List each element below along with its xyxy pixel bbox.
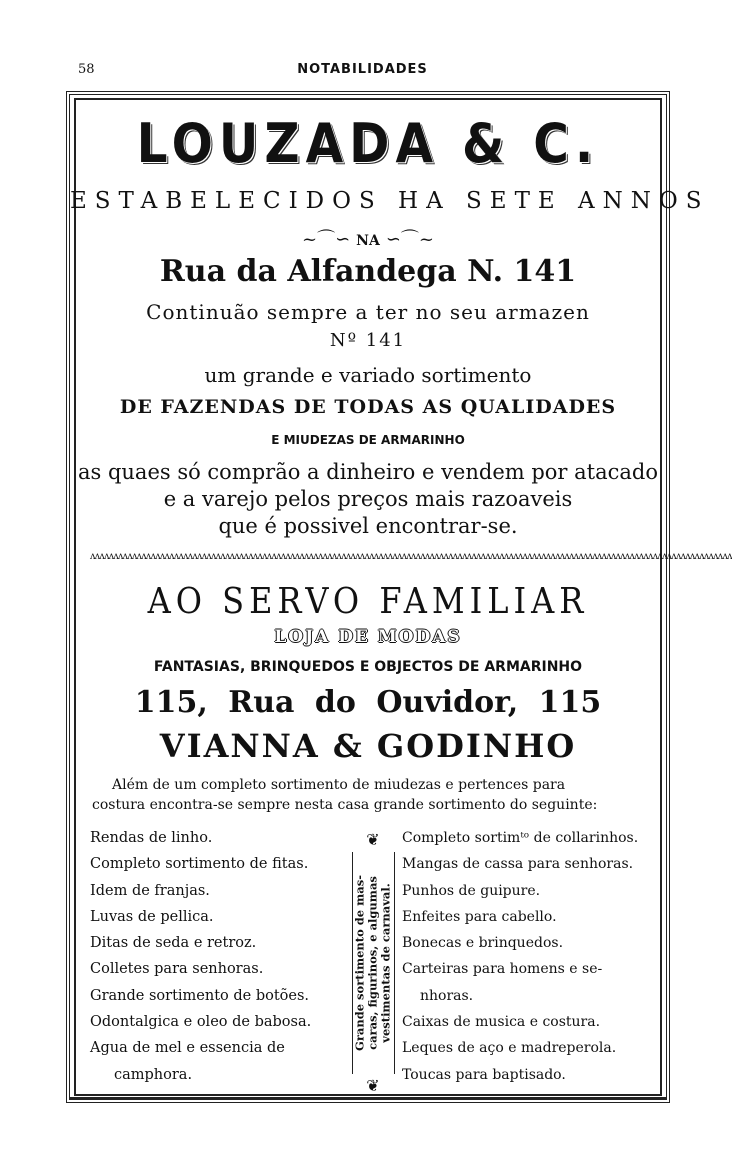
list-item: camphora. xyxy=(114,1066,193,1083)
list-item: Grande sortimento de botões. xyxy=(90,987,310,1004)
list-item: Luvas de pellica. xyxy=(90,908,214,925)
list-item: Colletes para senhoras. xyxy=(90,961,264,978)
flourish-right-icon: ∽⌒~ xyxy=(385,229,434,250)
list-item: Odontalgica e oleo de babosa. xyxy=(90,1014,312,1031)
ad1-line6: as quaes só comprão a dinheiro e vendem por atacado xyxy=(77,460,658,484)
list-item: Caixas de musica e costura. xyxy=(402,1014,601,1031)
intro-line2: costura encontra-se sempre nesta casa grande sortimento do seguinte: xyxy=(92,797,598,813)
goods-line: FANTASIAS, BRINQUEDOS E OBJECTOS DE ARMARINHO xyxy=(153,659,583,675)
items-right-column xyxy=(402,825,658,1088)
list-item: Leques de aço e madreperola. xyxy=(402,1040,617,1057)
note-rule-right xyxy=(394,852,395,1074)
firm-name: LOUZADA & C. xyxy=(136,112,600,175)
vertical-note-line1: Grande sortimento de mas- xyxy=(352,875,367,1051)
list-item: Completo sortimᵗᵒ de collarinhos. xyxy=(402,830,639,846)
street-address: Rua da Alfandega N. 141 xyxy=(159,254,577,289)
items-left-column xyxy=(90,825,350,1088)
loja-de-modas: LOJA DE MODAS xyxy=(274,627,462,647)
na-line xyxy=(70,225,666,251)
bottom-rule xyxy=(70,1097,666,1100)
ad1-line5: E MIUDEZAS DE ARMARINHO xyxy=(271,433,465,447)
list-item: Mangas de cassa para senhoras. xyxy=(402,856,634,873)
list-item: Rendas de linho. xyxy=(90,830,213,846)
ad1-line7: e a varejo pelos preços mais razoaveis xyxy=(163,487,573,511)
page-number: 58 xyxy=(78,62,95,77)
vertical-note-box xyxy=(346,832,400,1094)
shop-name: AO SERVO FAMILIAR xyxy=(147,580,589,622)
na-label: NA xyxy=(356,233,380,249)
list-item: Completo sortimento de fitas. xyxy=(90,856,309,873)
list-item: Bonecas e brinquedos. xyxy=(402,935,564,952)
intro-paragraph xyxy=(92,775,656,815)
vertical-note xyxy=(354,853,393,1073)
shop-address xyxy=(70,685,666,720)
list-item: Ditas de seda e retroz. xyxy=(90,935,257,952)
number-right: 115 xyxy=(538,685,602,720)
ad1-line2: Nº 141 xyxy=(329,330,407,351)
list-item: Idem de franjas. xyxy=(90,882,210,899)
list-item: Carteiras para homens e se- xyxy=(402,961,603,978)
intro-line1: Além de um completo sortimento de miudezas e pertences para xyxy=(112,777,566,793)
flourish-left-icon: ~⌒∽ xyxy=(301,229,351,250)
ad1-line8: que é possivel encontrar-se. xyxy=(218,514,518,538)
ornament-top-icon: ❦ xyxy=(366,830,380,849)
list-item: Punhos de guipure. xyxy=(402,882,541,899)
owners-name: VIANNA & GODINHO xyxy=(159,727,577,765)
established-line: ESTABELECIDOS HA SETE ANNOS xyxy=(70,188,710,214)
ornament-bottom-icon: ❦ xyxy=(366,1076,380,1095)
vertical-note-line2: caras, figurinos, e algumas xyxy=(365,876,380,1050)
list-item: nhoras. xyxy=(420,987,474,1004)
list-item: Enfeites para cabello. xyxy=(402,908,557,925)
ad1-line3: um grande e variado sortimento xyxy=(204,363,532,387)
vertical-note-line3: vestimentas de carnaval. xyxy=(378,883,393,1043)
wavy-divider: ʌʌʌʌʌʌʌʌʌʌʌʌʌʌʌʌʌʌʌʌʌʌʌʌʌʌʌʌʌʌʌʌʌʌʌʌʌʌʌʌʌʌʌʌʌʌʌʌʌʌʌʌʌʌʌʌʌʌʌʌʌʌʌʌʌʌʌʌʌʌʌʌʌʌʌʌʌʌʌʌʌʌʌʌʌʌʌʌʌʌʌʌʌʌʌʌʌʌʌʌʌʌʌʌʌʌʌʌʌʌʌʌʌʌʌʌʌʌʌʌʌʌʌʌʌʌʌʌʌʌʌʌʌʌʌʌʌʌ xyxy=(90,551,732,562)
ad1-line1: Continuão sempre a ter no seu armazen xyxy=(146,300,590,324)
running-head: NOTABILIDADES xyxy=(297,62,428,77)
list-item: Toucas para baptisado. xyxy=(402,1066,566,1083)
ad1-line4: DE FAZENDAS DE TODAS AS QUALIDADES xyxy=(119,396,617,418)
street-name: Rua do Ouvidor, xyxy=(228,685,519,720)
list-item: Agua de mel e essencia de xyxy=(90,1040,285,1057)
number-left: 115, xyxy=(134,685,208,720)
